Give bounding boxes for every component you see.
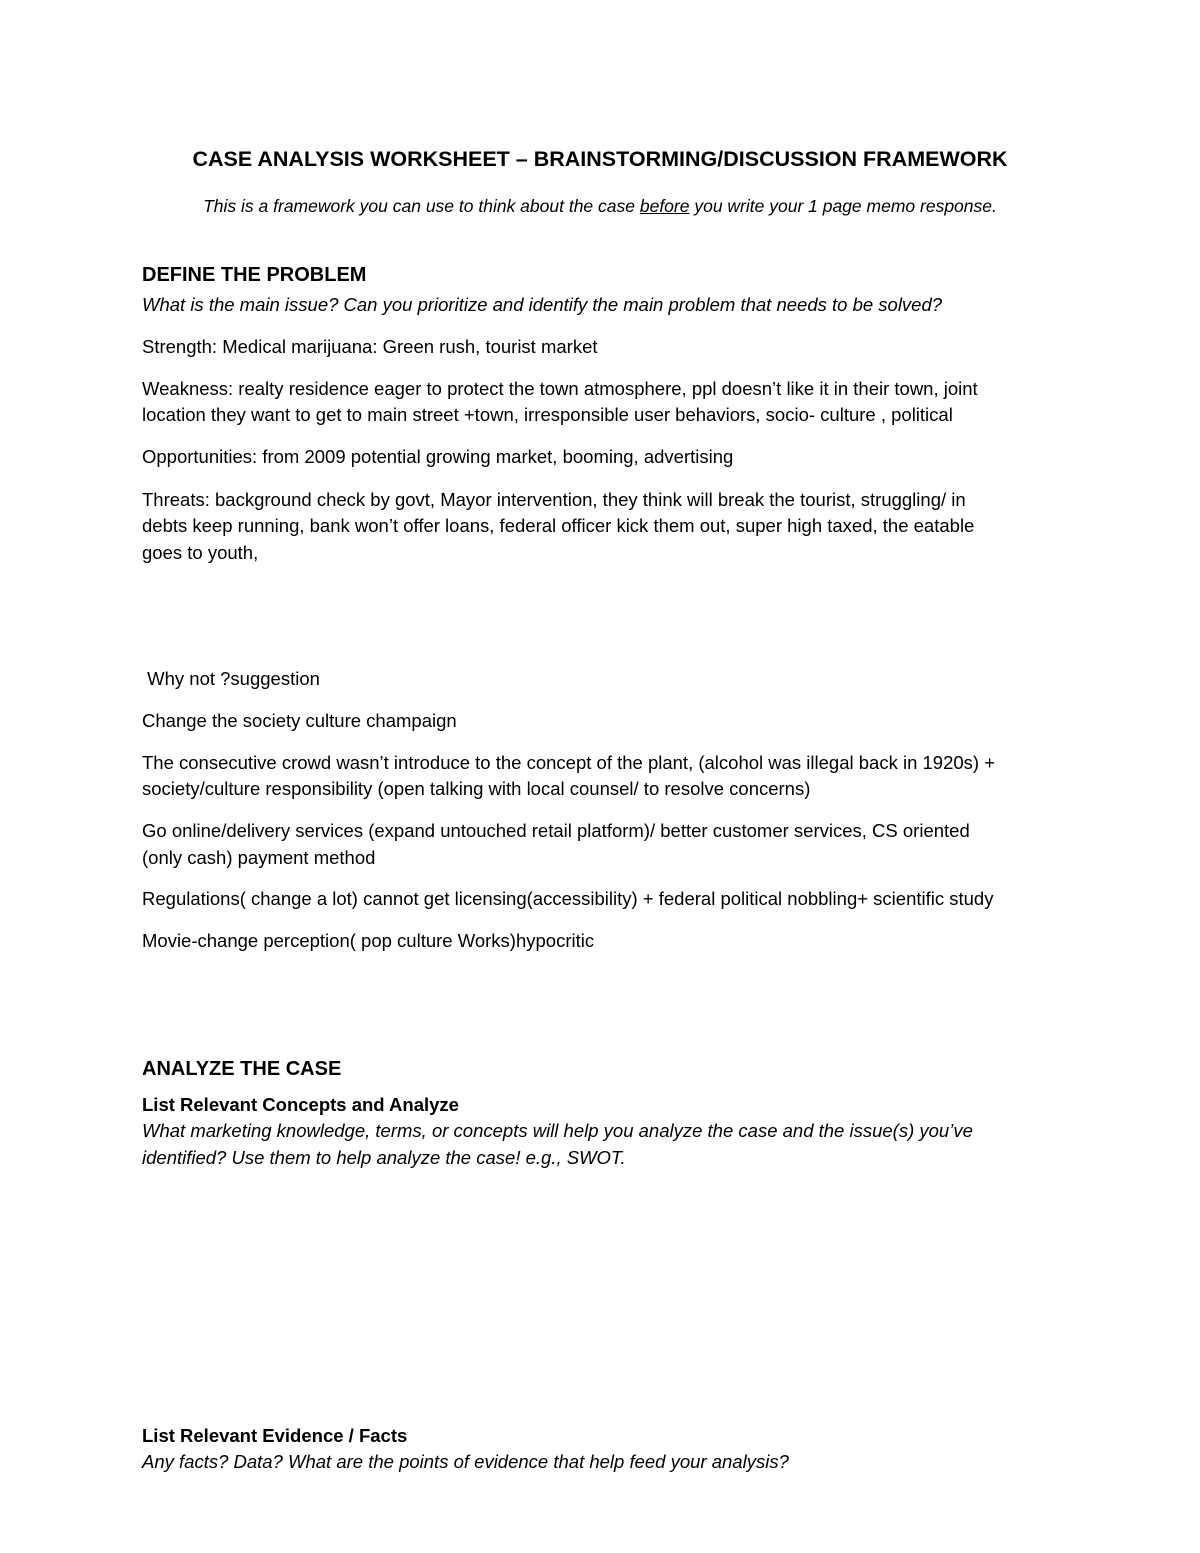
online-line-1: Go online/delivery services (expand untouched retail platform)/ better customer services, CS oriented: [142, 820, 970, 841]
document-title: CASE ANALYSIS WORKSHEET – BRAINSTORMING/DISCUSSION FRAMEWORK: [192, 147, 1008, 171]
concepts-subheading: List Relevant Concepts and Analyze: [142, 1094, 459, 1115]
threats-line-2: debts keep running, bank won’t offer loans, federal officer kick them out, super high taxed, the eatable: [142, 515, 975, 536]
subtitle-underlined-word: before: [639, 196, 690, 216]
movie-line: Movie-change perception( pop culture Works)hypocritic: [142, 930, 595, 951]
threats-line-3: goes to youth,: [142, 542, 259, 563]
threats-line-1: Threats: background check by govt, Mayor intervention, they think will break the tourist, struggling/ in: [142, 489, 966, 510]
why-not-suggestion: Why not ?suggestion: [142, 668, 320, 689]
strength-line: Strength: Medical marijuana: Green rush, tourist market: [142, 336, 598, 357]
define-problem-prompt: What is the main issue? Can you prioritize and identify the main problem that needs to be solved?: [142, 294, 943, 315]
online-line-2: (only cash) payment method: [142, 847, 376, 868]
consecutive-line-1: The consecutive crowd wasn’t introduce to the concept of the plant, (alcohol was illegal back in 1920s) +: [142, 752, 996, 773]
concepts-prompt-line-1: What marketing knowledge, terms, or concepts will help you analyze the case and the issue(s) you’ve: [142, 1120, 973, 1141]
concepts-prompt-line-2: identified? Use them to help analyze the case! e.g., SWOT.: [142, 1147, 626, 1168]
subtitle-text-after: you write your 1 page memo response.: [689, 196, 997, 216]
change-society-line: Change the society culture champaign: [142, 710, 457, 731]
define-problem-heading: DEFINE THE PROBLEM: [142, 264, 367, 286]
subtitle-text-before: This is a framework you can use to think about the case: [203, 196, 640, 216]
weakness-line-1: Weakness: realty residence eager to protect the town atmosphere, ppl doesn’t like it in their town, joint: [142, 378, 978, 399]
opportunities-line: Opportunities: from 2009 potential growing market, booming, advertising: [142, 446, 734, 467]
document-subtitle: [0, 193, 1200, 220]
evidence-subheading: List Relevant Evidence / Facts: [142, 1425, 408, 1446]
evidence-prompt: Any facts? Data? What are the points of evidence that help feed your analysis?: [142, 1451, 789, 1472]
weakness-line-2: location they want to get to main street +town, irresponsible user behaviors, socio- culture , political: [142, 404, 953, 425]
regulations-line: Regulations( change a lot) cannot get licensing(accessibility) + federal political nobbling+ scientific study: [142, 888, 994, 909]
analyze-case-heading: ANALYZE THE CASE: [142, 1058, 342, 1080]
consecutive-line-2: society/culture responsibility (open talking with local counsel/ to resolve concerns): [142, 778, 811, 799]
